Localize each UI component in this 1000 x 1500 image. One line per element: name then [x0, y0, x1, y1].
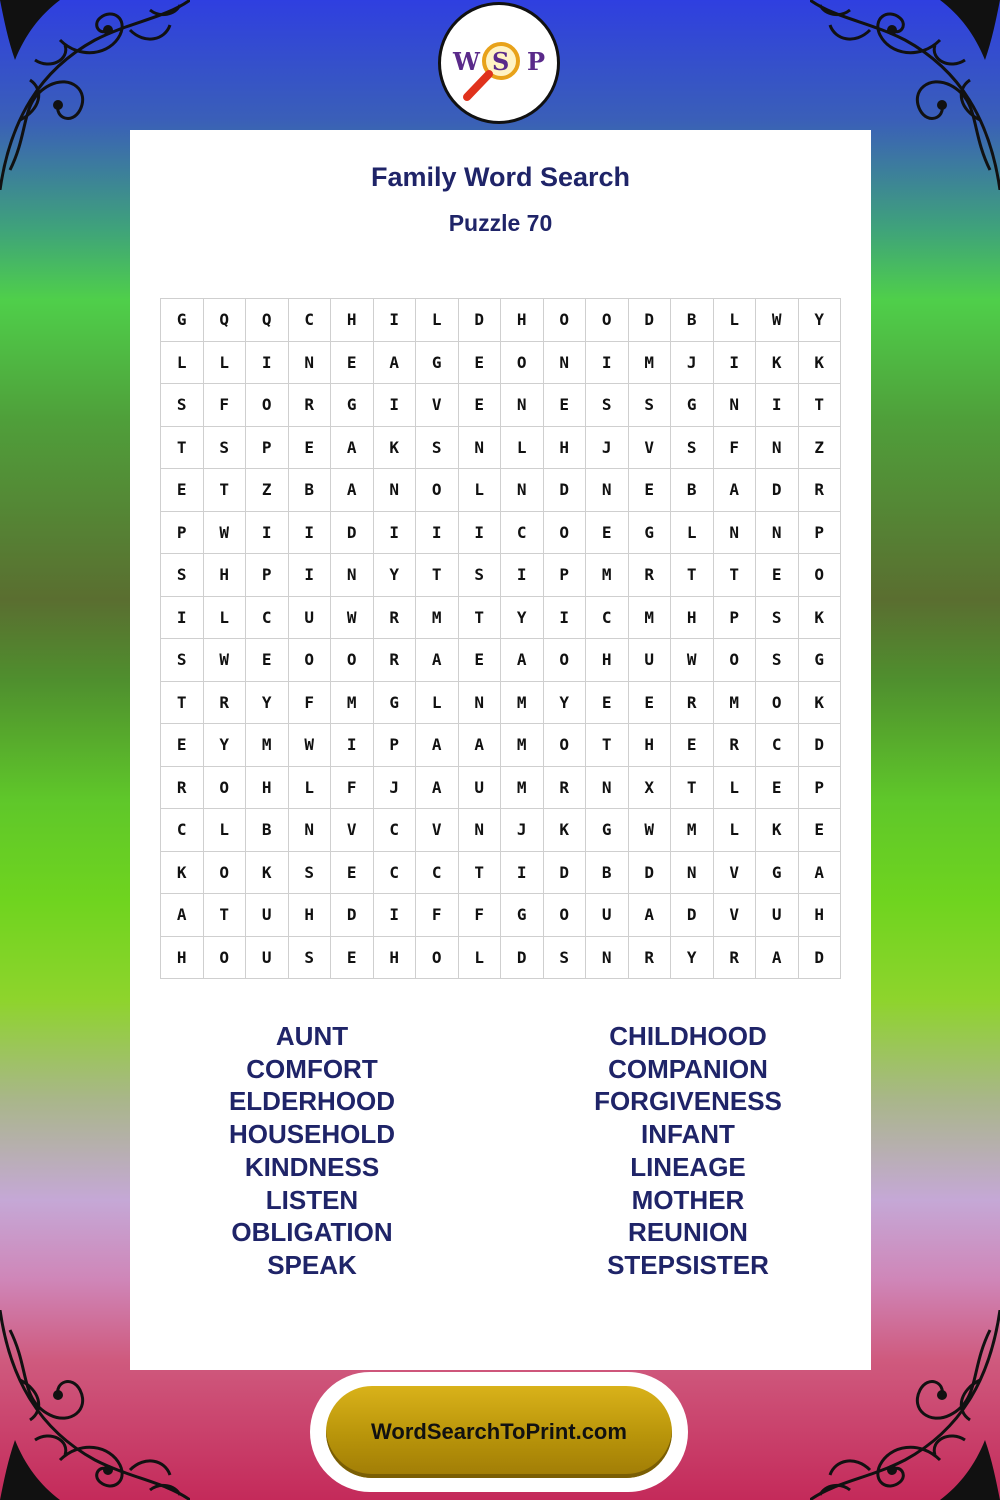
- grid-cell[interactable]: B: [246, 809, 289, 852]
- grid-cell[interactable]: M: [246, 724, 289, 767]
- grid-cell[interactable]: A: [799, 852, 842, 895]
- grid-cell[interactable]: I: [374, 894, 417, 937]
- grid-cell[interactable]: K: [756, 809, 799, 852]
- grid-cell[interactable]: M: [331, 682, 374, 725]
- grid-cell[interactable]: J: [671, 342, 714, 385]
- grid-cell[interactable]: N: [756, 427, 799, 470]
- grid-cell[interactable]: A: [714, 469, 757, 512]
- grid-cell[interactable]: W: [204, 512, 247, 555]
- grid-cell[interactable]: E: [331, 342, 374, 385]
- grid-cell[interactable]: B: [671, 469, 714, 512]
- logo-letter-p: P: [527, 47, 546, 76]
- grid-cell[interactable]: F: [714, 427, 757, 470]
- grid-cell[interactable]: D: [544, 852, 587, 895]
- grid-cell[interactable]: D: [671, 894, 714, 937]
- grid-cell[interactable]: E: [331, 852, 374, 895]
- grid-cell[interactable]: O: [501, 342, 544, 385]
- grid-cell[interactable]: D: [331, 894, 374, 937]
- grid-cell[interactable]: I: [501, 852, 544, 895]
- grid-cell[interactable]: P: [799, 512, 842, 555]
- grid-cell[interactable]: O: [289, 639, 332, 682]
- grid-cell[interactable]: E: [459, 639, 502, 682]
- grid-cell[interactable]: K: [756, 342, 799, 385]
- grid-cell[interactable]: I: [586, 342, 629, 385]
- grid-cell[interactable]: G: [629, 512, 672, 555]
- grid-cell[interactable]: E: [671, 724, 714, 767]
- grid-cell[interactable]: L: [714, 809, 757, 852]
- grid-cell[interactable]: D: [629, 299, 672, 342]
- grid-cell[interactable]: R: [374, 639, 417, 682]
- grid-cell[interactable]: L: [204, 597, 247, 640]
- grid-cell[interactable]: D: [501, 937, 544, 980]
- grid-cell[interactable]: O: [246, 384, 289, 427]
- grid-cell[interactable]: Y: [501, 597, 544, 640]
- grid-cell[interactable]: I: [756, 384, 799, 427]
- grid-cell[interactable]: H: [289, 894, 332, 937]
- grid-cell[interactable]: I: [544, 597, 587, 640]
- grid-cell[interactable]: D: [629, 852, 672, 895]
- grid-cell[interactable]: Y: [671, 937, 714, 980]
- grid-cell[interactable]: A: [416, 767, 459, 810]
- word-list-item: COMFORT: [246, 1053, 378, 1084]
- grid-cell[interactable]: O: [799, 554, 842, 597]
- grid-cell[interactable]: H: [246, 767, 289, 810]
- puzzle-number: Puzzle 70: [448, 210, 553, 236]
- grid-cell[interactable]: J: [586, 427, 629, 470]
- grid-cell[interactable]: O: [714, 639, 757, 682]
- grid-cell[interactable]: G: [671, 384, 714, 427]
- grid-cell[interactable]: O: [331, 639, 374, 682]
- grid-cell[interactable]: M: [714, 682, 757, 725]
- grid-cell[interactable]: K: [799, 682, 842, 725]
- grid-cell[interactable]: A: [459, 724, 502, 767]
- grid-cell[interactable]: T: [586, 724, 629, 767]
- grid-cell[interactable]: R: [374, 597, 417, 640]
- grid-cell[interactable]: A: [756, 937, 799, 980]
- grid-cell[interactable]: C: [501, 512, 544, 555]
- grid-cell[interactable]: Q: [204, 299, 247, 342]
- word-list-item: INFANT: [641, 1119, 735, 1150]
- grid-cell[interactable]: N: [544, 342, 587, 385]
- word-list-item: LINEAGE: [630, 1151, 746, 1182]
- grid-cell[interactable]: S: [459, 554, 502, 597]
- grid-cell[interactable]: M: [629, 342, 672, 385]
- grid-cell[interactable]: I: [289, 554, 332, 597]
- grid-cell[interactable]: D: [459, 299, 502, 342]
- word-list-item: AUNT: [275, 1021, 349, 1051]
- grid-cell[interactable]: O: [756, 682, 799, 725]
- grid-cell[interactable]: H: [161, 937, 204, 980]
- grid-cell[interactable]: D: [799, 724, 842, 767]
- grid-cell[interactable]: T: [671, 554, 714, 597]
- grid-cell[interactable]: Z: [246, 469, 289, 512]
- grid-cell[interactable]: I: [416, 512, 459, 555]
- grid-cell[interactable]: U: [756, 894, 799, 937]
- grid-cell[interactable]: N: [714, 512, 757, 555]
- grid-cell[interactable]: H: [501, 299, 544, 342]
- grid-cell[interactable]: I: [374, 384, 417, 427]
- grid-cell[interactable]: H: [544, 427, 587, 470]
- grid-cell[interactable]: I: [501, 554, 544, 597]
- grid-cell[interactable]: C: [756, 724, 799, 767]
- grid-cell[interactable]: R: [289, 384, 332, 427]
- grid-cell[interactable]: G: [331, 384, 374, 427]
- grid-cell[interactable]: U: [586, 894, 629, 937]
- grid-cell[interactable]: O: [204, 852, 247, 895]
- grid-cell[interactable]: R: [714, 724, 757, 767]
- grid-cell[interactable]: P: [544, 554, 587, 597]
- word-list-left: [162, 1020, 462, 1282]
- grid-cell[interactable]: I: [459, 512, 502, 555]
- grid-cell[interactable]: L: [501, 427, 544, 470]
- grid-cell[interactable]: W: [756, 299, 799, 342]
- grid-cell[interactable]: I: [246, 342, 289, 385]
- grid-cell[interactable]: S: [161, 639, 204, 682]
- grid-cell[interactable]: E: [629, 682, 672, 725]
- logo-letter-s: S: [492, 47, 510, 76]
- grid-cell[interactable]: Y: [799, 299, 842, 342]
- grid-cell[interactable]: T: [799, 384, 842, 427]
- grid-cell[interactable]: G: [799, 639, 842, 682]
- grid-cell[interactable]: J: [374, 767, 417, 810]
- grid-cell[interactable]: M: [629, 597, 672, 640]
- grid-cell[interactable]: E: [289, 427, 332, 470]
- grid-cell[interactable]: L: [416, 682, 459, 725]
- grid-cell[interactable]: O: [416, 937, 459, 980]
- grid-cell[interactable]: I: [161, 597, 204, 640]
- grid-cell[interactable]: V: [714, 852, 757, 895]
- grid-cell[interactable]: L: [161, 342, 204, 385]
- grid-cell[interactable]: I: [714, 342, 757, 385]
- word-list-item: KINDNESS: [244, 1151, 380, 1182]
- grid-cell[interactable]: U: [289, 597, 332, 640]
- grid-cell[interactable]: E: [331, 937, 374, 980]
- grid-cell[interactable]: G: [756, 852, 799, 895]
- word-list-right: [538, 1020, 838, 1282]
- grid-cell[interactable]: Q: [246, 299, 289, 342]
- grid-cell[interactable]: K: [799, 342, 842, 385]
- grid-cell[interactable]: S: [544, 937, 587, 980]
- footer: [310, 1372, 688, 1492]
- grid-cell[interactable]: V: [416, 809, 459, 852]
- grid-cell[interactable]: G: [161, 299, 204, 342]
- website-link-button[interactable]: [326, 1386, 672, 1478]
- grid-cell[interactable]: R: [204, 682, 247, 725]
- grid-cell[interactable]: S: [671, 427, 714, 470]
- grid-cell[interactable]: O: [204, 937, 247, 980]
- grid-cell[interactable]: U: [459, 767, 502, 810]
- grid-cell[interactable]: T: [459, 852, 502, 895]
- grid-cell[interactable]: W: [671, 639, 714, 682]
- grid-cell[interactable]: B: [289, 469, 332, 512]
- grid-cell[interactable]: S: [756, 639, 799, 682]
- word-list-item: COMPANION: [608, 1053, 768, 1084]
- grid-cell[interactable]: M: [501, 682, 544, 725]
- grid-cell[interactable]: Z: [799, 427, 842, 470]
- grid-cell[interactable]: L: [204, 809, 247, 852]
- grid-cell[interactable]: D: [331, 512, 374, 555]
- grid-cell[interactable]: D: [756, 469, 799, 512]
- grid-cell[interactable]: D: [799, 937, 842, 980]
- grid-cell[interactable]: F: [331, 767, 374, 810]
- grid-cell[interactable]: N: [714, 384, 757, 427]
- word-list-item: ELDERHOOD: [228, 1086, 396, 1117]
- grid-cell[interactable]: N: [501, 384, 544, 427]
- grid-cell[interactable]: P: [161, 512, 204, 555]
- grid-cell[interactable]: M: [416, 597, 459, 640]
- logo-letter-w: W: [453, 47, 480, 76]
- grid-cell[interactable]: T: [161, 427, 204, 470]
- grid-cell[interactable]: L: [416, 299, 459, 342]
- grid-cell[interactable]: C: [289, 299, 332, 342]
- grid-cell[interactable]: T: [204, 894, 247, 937]
- grid-cell[interactable]: Y: [374, 554, 417, 597]
- grid-cell[interactable]: T: [714, 554, 757, 597]
- grid-cell[interactable]: Y: [544, 682, 587, 725]
- grid-cell[interactable]: N: [374, 469, 417, 512]
- grid-cell[interactable]: P: [246, 427, 289, 470]
- grid-cell[interactable]: T: [416, 554, 459, 597]
- grid-cell[interactable]: E: [586, 682, 629, 725]
- website-link-text: WordSearchToPrint.com: [371, 1419, 627, 1444]
- grid-cell[interactable]: N: [459, 427, 502, 470]
- grid-cell[interactable]: G: [501, 894, 544, 937]
- grid-cell[interactable]: E: [544, 384, 587, 427]
- grid-cell[interactable]: N: [586, 937, 629, 980]
- grid-cell[interactable]: R: [629, 937, 672, 980]
- grid-cell[interactable]: F: [204, 384, 247, 427]
- grid-cell[interactable]: E: [756, 554, 799, 597]
- grid-cell[interactable]: R: [671, 682, 714, 725]
- grid-cell[interactable]: F: [459, 894, 502, 937]
- grid-cell[interactable]: T: [459, 597, 502, 640]
- grid-cell[interactable]: H: [629, 724, 672, 767]
- grid-cell[interactable]: O: [544, 894, 587, 937]
- grid-cell[interactable]: K: [374, 427, 417, 470]
- grid-cell[interactable]: N: [459, 809, 502, 852]
- grid-cell[interactable]: E: [586, 512, 629, 555]
- grid-cell[interactable]: A: [161, 894, 204, 937]
- grid-cell[interactable]: N: [289, 809, 332, 852]
- grid-cell[interactable]: U: [246, 937, 289, 980]
- grid-cell[interactable]: S: [756, 597, 799, 640]
- grid-cell[interactable]: N: [586, 767, 629, 810]
- grid-cell[interactable]: E: [459, 384, 502, 427]
- grid-cell[interactable]: X: [629, 767, 672, 810]
- grid-cell[interactable]: S: [289, 937, 332, 980]
- grid-cell[interactable]: R: [544, 767, 587, 810]
- grid-cell[interactable]: W: [289, 724, 332, 767]
- grid-cell[interactable]: V: [714, 894, 757, 937]
- grid-cell[interactable]: M: [501, 767, 544, 810]
- word-list-item: STEPSISTER: [607, 1249, 769, 1280]
- grid-cell[interactable]: B: [586, 852, 629, 895]
- puzzle-card: [130, 130, 871, 1370]
- grid-cell[interactable]: I: [374, 512, 417, 555]
- grid-cell[interactable]: O: [544, 639, 587, 682]
- word-list-item: MOTHER: [631, 1184, 745, 1215]
- grid-cell[interactable]: L: [459, 469, 502, 512]
- grid-cell[interactable]: E: [629, 469, 672, 512]
- grid-cell[interactable]: O: [544, 512, 587, 555]
- grid-cell[interactable]: P: [374, 724, 417, 767]
- grid-cell[interactable]: G: [416, 342, 459, 385]
- grid-cell[interactable]: E: [459, 342, 502, 385]
- grid-cell[interactable]: M: [501, 724, 544, 767]
- grid-cell[interactable]: I: [374, 299, 417, 342]
- magnifier-handle: [467, 74, 489, 97]
- grid-cell[interactable]: O: [544, 299, 587, 342]
- grid-cell[interactable]: N: [501, 469, 544, 512]
- letter-grid: [160, 298, 841, 979]
- grid-cell[interactable]: A: [374, 342, 417, 385]
- grid-cell[interactable]: C: [246, 597, 289, 640]
- grid-cell[interactable]: C: [586, 597, 629, 640]
- grid-cell[interactable]: I: [289, 512, 332, 555]
- grid-cell[interactable]: U: [629, 639, 672, 682]
- grid-cell[interactable]: K: [246, 852, 289, 895]
- grid-cell[interactable]: S: [586, 384, 629, 427]
- grid-cell[interactable]: S: [204, 427, 247, 470]
- grid-cell[interactable]: S: [161, 384, 204, 427]
- grid-cell[interactable]: A: [501, 639, 544, 682]
- grid-cell[interactable]: N: [331, 554, 374, 597]
- word-list-item: OBLIGATION: [231, 1217, 393, 1248]
- grid-cell[interactable]: L: [714, 767, 757, 810]
- grid-cell[interactable]: F: [289, 682, 332, 725]
- grid-cell[interactable]: L: [289, 767, 332, 810]
- grid-cell[interactable]: V: [331, 809, 374, 852]
- grid-cell[interactable]: A: [331, 427, 374, 470]
- grid-cell[interactable]: P: [246, 554, 289, 597]
- word-list-item: FORGIVENESS: [594, 1086, 782, 1117]
- grid-cell[interactable]: W: [331, 597, 374, 640]
- grid-cell[interactable]: R: [714, 937, 757, 980]
- grid-cell[interactable]: W: [204, 639, 247, 682]
- grid-cell[interactable]: S: [629, 384, 672, 427]
- grid-cell[interactable]: E: [756, 767, 799, 810]
- grid-cell[interactable]: H: [374, 937, 417, 980]
- grid-cell[interactable]: O: [204, 767, 247, 810]
- word-list-item: CHILDHOOD: [609, 1021, 767, 1051]
- grid-cell[interactable]: T: [204, 469, 247, 512]
- grid-cell[interactable]: R: [629, 554, 672, 597]
- grid-cell[interactable]: A: [416, 724, 459, 767]
- grid-cell[interactable]: A: [331, 469, 374, 512]
- word-list-item: LISTEN: [265, 1184, 359, 1215]
- grid-cell[interactable]: H: [586, 639, 629, 682]
- grid-cell[interactable]: T: [161, 682, 204, 725]
- grid-cell[interactable]: L: [204, 342, 247, 385]
- grid-cell[interactable]: H: [799, 894, 842, 937]
- grid-cell[interactable]: W: [629, 809, 672, 852]
- grid-cell[interactable]: M: [586, 554, 629, 597]
- grid-cell[interactable]: N: [756, 512, 799, 555]
- grid-cell[interactable]: N: [586, 469, 629, 512]
- grid-cell[interactable]: I: [331, 724, 374, 767]
- grid-cell[interactable]: P: [714, 597, 757, 640]
- grid-cell[interactable]: A: [416, 639, 459, 682]
- grid-cell[interactable]: E: [161, 724, 204, 767]
- grid-cell[interactable]: E: [161, 469, 204, 512]
- grid-cell[interactable]: O: [416, 469, 459, 512]
- grid-cell[interactable]: O: [586, 299, 629, 342]
- grid-cell[interactable]: Y: [204, 724, 247, 767]
- grid-cell[interactable]: R: [161, 767, 204, 810]
- grid-cell[interactable]: P: [799, 767, 842, 810]
- word-list-item: REUNION: [628, 1217, 748, 1248]
- grid-cell[interactable]: L: [671, 512, 714, 555]
- grid-cell[interactable]: N: [671, 852, 714, 895]
- grid-cell[interactable]: S: [416, 427, 459, 470]
- grid-cell[interactable]: T: [671, 767, 714, 810]
- grid-cell[interactable]: G: [586, 809, 629, 852]
- grid-cell[interactable]: E: [799, 809, 842, 852]
- grid-cell[interactable]: V: [629, 427, 672, 470]
- grid-cell[interactable]: K: [799, 597, 842, 640]
- grid-cell[interactable]: H: [204, 554, 247, 597]
- grid-cell[interactable]: N: [459, 682, 502, 725]
- grid-cell[interactable]: C: [374, 852, 417, 895]
- grid-cell[interactable]: J: [501, 809, 544, 852]
- grid-cell[interactable]: K: [544, 809, 587, 852]
- grid-cell[interactable]: S: [161, 554, 204, 597]
- grid-cell[interactable]: F: [416, 894, 459, 937]
- grid-cell[interactable]: O: [544, 724, 587, 767]
- grid-cell[interactable]: G: [374, 682, 417, 725]
- grid-cell[interactable]: H: [331, 299, 374, 342]
- grid-cell[interactable]: C: [161, 809, 204, 852]
- puzzle-title: Family Word Search: [370, 162, 631, 192]
- grid-cell[interactable]: L: [714, 299, 757, 342]
- grid-cell[interactable]: L: [459, 937, 502, 980]
- grid-cell[interactable]: V: [416, 384, 459, 427]
- grid-cell[interactable]: B: [671, 299, 714, 342]
- grid-cell[interactable]: R: [799, 469, 842, 512]
- grid-cell[interactable]: D: [544, 469, 587, 512]
- grid-cell[interactable]: K: [161, 852, 204, 895]
- grid-cell[interactable]: A: [629, 894, 672, 937]
- grid-cell[interactable]: C: [416, 852, 459, 895]
- grid-cell[interactable]: N: [289, 342, 332, 385]
- grid-cell[interactable]: I: [246, 512, 289, 555]
- word-list-item: HOUSEHOLD: [228, 1119, 396, 1150]
- grid-cell[interactable]: S: [289, 852, 332, 895]
- grid-cell[interactable]: M: [671, 809, 714, 852]
- word-list-item: SPEAK: [267, 1249, 357, 1280]
- grid-cell[interactable]: E: [246, 639, 289, 682]
- wsp-logo[interactable]: [438, 2, 560, 124]
- grid-cell[interactable]: U: [246, 894, 289, 937]
- grid-cell[interactable]: C: [374, 809, 417, 852]
- grid-cell[interactable]: Y: [246, 682, 289, 725]
- grid-cell[interactable]: H: [671, 597, 714, 640]
